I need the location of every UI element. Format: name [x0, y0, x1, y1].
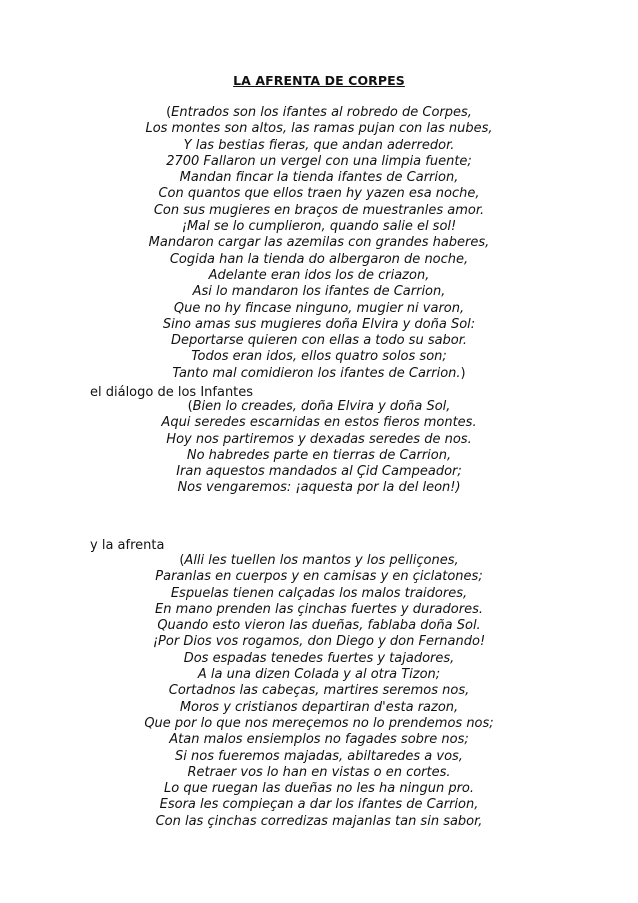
verse-line: Mandan fincar la tienda ifantes de Carrion,	[179, 170, 459, 186]
stanza-3	[0, 553, 638, 830]
verse-line: Moros y cristianos departiran d'esta razon,	[179, 699, 459, 715]
verse-line: Cogida han la tienda do albergaron de noche,	[169, 251, 469, 267]
verse-line: En mano prenden las çinchas fuertes y duradores.	[155, 601, 483, 617]
verse-line: (Alli les tuellen los mantos y los pelliçones,	[179, 553, 459, 568]
open-paren: (	[166, 105, 172, 120]
verse-line: Tanto mal comidieron los ifantes de Carrion.)	[172, 365, 466, 381]
verse-line: Paranlas en cuerpos y en camisas y en çiclatones;	[155, 569, 483, 585]
verse-line: Y las bestias fieras, que andan aderredor.	[183, 137, 455, 153]
connector-text-2: y la afrenta	[90, 538, 165, 553]
verse-line: Hoy nos partiremos y dexadas seredes de nos.	[166, 431, 472, 447]
verse-line: Sino amas sus mugieres doña Elvira y doña Sol:	[162, 316, 476, 332]
verse-line: Mandaron cargar las azemilas con grandes haberes,	[148, 235, 490, 251]
verse-line: Cortadnos las cabeças, martires seremos nos,	[168, 683, 470, 699]
verse-line: Lo que ruegan las dueñas no les ha ningun pro.	[163, 781, 475, 797]
verse-line: Nos vengaremos: ¡aquesta por la del leon!)	[177, 480, 461, 496]
document-title: LA AFRENTA DE CORPES	[233, 73, 405, 88]
verse-line: Iran aquestos mandados al Çid Campeador;	[176, 464, 462, 480]
verse-line: Quando esto vieron las dueñas, fablaba doña Sol.	[157, 618, 481, 634]
verse-line: Que por lo que nos mereçemos no lo prendemos nos;	[144, 715, 494, 731]
close-paren: )	[460, 365, 466, 381]
verse-line: Con sus mugieres en braços de muestranles amor.	[153, 202, 485, 218]
verse-line: ¡Por Dios vos rogamos, don Diego y don Fernando!	[152, 634, 486, 650]
verse-line: Los montes son altos, las ramas pujan con las nubes,	[145, 121, 493, 137]
verse-line: (Bien lo creades, doña Elvira y doña Sol,	[187, 399, 451, 414]
verse-line: (Entrados son los ifantes al robredo de Corpes,	[166, 105, 472, 120]
verse-line: ¡Mal se lo cumplieron, quando salie el sol!	[181, 219, 457, 235]
verse-line: Retraer vos lo han en vistas o en cortes.	[187, 764, 451, 780]
verse-line: Adelante eran idos los de criazon,	[208, 267, 430, 283]
verse-line: A la una dizen Colada y al otra Tizon;	[197, 667, 441, 683]
verse-line: Deportarse quieren con ellas a todo su sabor.	[170, 333, 468, 349]
open-paren: (	[187, 399, 193, 414]
verse-line: Dos espadas tenedes fuertes y tajadores,	[183, 650, 455, 666]
verse-line: Asi lo mandaron los ifantes de Carrion,	[192, 284, 446, 300]
verse-line: Con las çinchas corredizas majanlas tan sin sabor,	[155, 813, 483, 829]
verse-line: Todos eran idos, ellos quatro solos son;	[191, 349, 447, 365]
verse-line: Atan malos ensiemplos no fagades sobre nos;	[169, 732, 469, 748]
verse-line: Esora les compieçan a dar los ifantes de Carrion,	[159, 797, 479, 813]
stanza-1	[0, 105, 638, 382]
stanza-2	[0, 399, 638, 497]
verse-line: No habredes parte en tierras de Carrion,	[186, 447, 452, 463]
verse-line: 2700 Fallaron un vergel con una limpia fuente;	[166, 153, 472, 169]
connector-text-1: el diálogo de los Infantes	[90, 385, 254, 400]
open-paren: (	[179, 553, 185, 568]
verse-line: Espuelas tienen calçadas los malos traidores,	[170, 585, 468, 601]
verse-line: Aqui seredes escarnidas en estos fieros montes.	[161, 415, 477, 431]
verse-line: Con quantos que ellos traen hy yazen esa noche,	[158, 186, 480, 202]
verse-line: Si nos fueremos majadas, abiltaredes a vos,	[175, 748, 463, 764]
verse-line: Que no hy fincase ninguno, mugier ni varon,	[173, 300, 465, 316]
